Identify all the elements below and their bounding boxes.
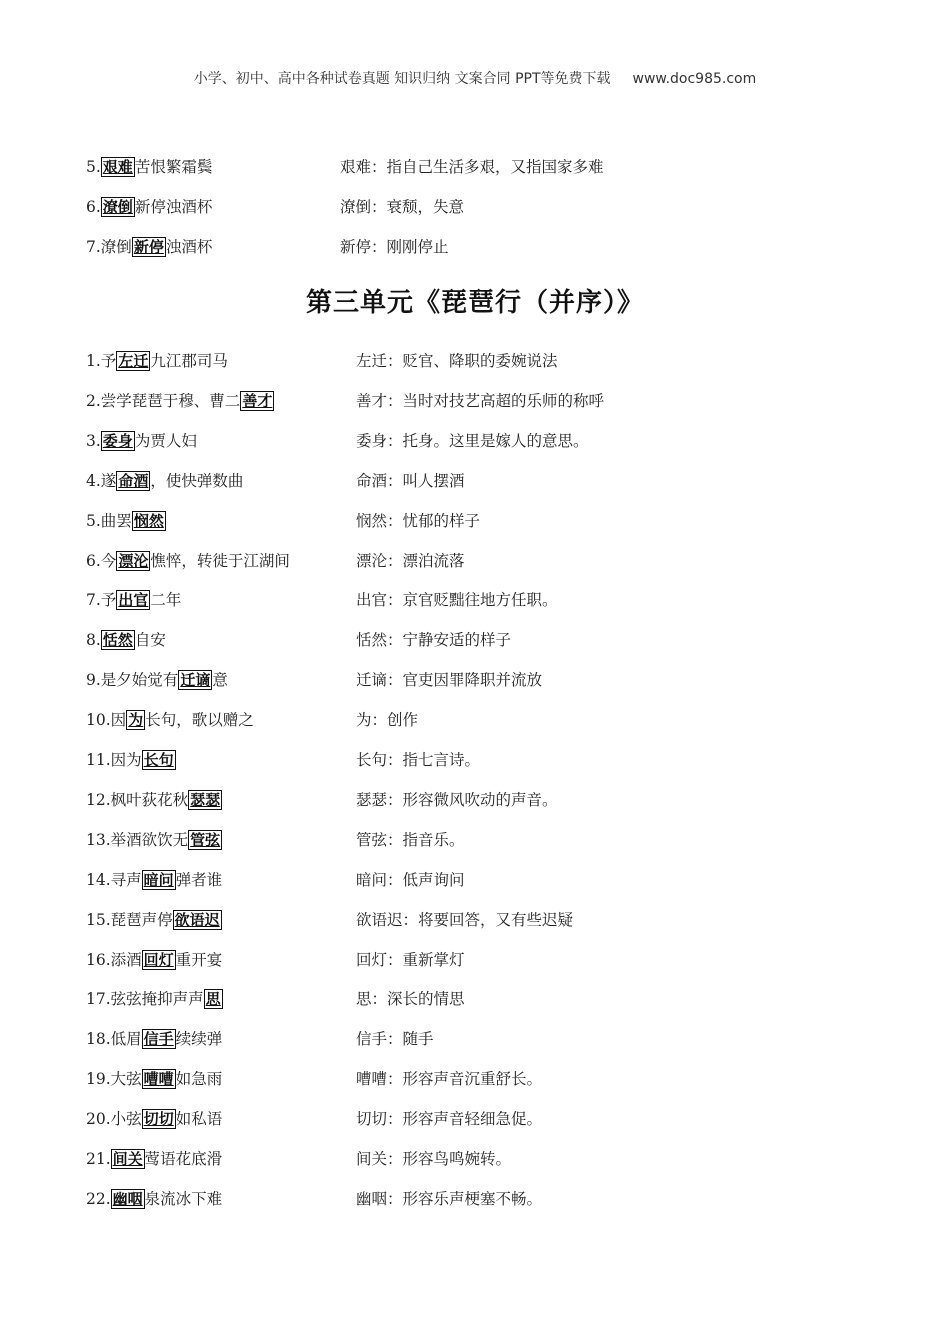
list-item [86,549,906,573]
item-number: 7. [86,591,101,610]
list-item [86,828,906,852]
item-definition: 艰难：指自己生活多艰，又指国家多难 [340,158,604,176]
list-item [86,1187,906,1211]
item-definition: 欲语迟：将要回答，又有些迟疑 [356,910,574,929]
item-pre-text: 添酒 [110,950,142,969]
item-post-text: 如私语 [175,1110,223,1129]
item-keyword: 艰难 [102,158,133,176]
item-pre-text: 大弦 [110,1070,142,1089]
item-number: 13. [86,830,111,849]
item-pre-text: 弦弦掩抑声声 [110,990,204,1009]
item-sentence [86,828,222,852]
list-item [86,868,906,892]
item-definition: 回灯：重新掌灯 [356,950,465,969]
item-keyword: 信手 [143,1030,174,1049]
item-post-text: 为贾人妇 [134,431,197,450]
item-keyword: 间关 [112,1150,143,1168]
item-number: 6. [86,198,101,216]
item-pre-text: 因 [110,711,127,730]
item-definition: 嘈嘈：形容声音沉重舒长。 [356,1070,543,1089]
list-item [86,1107,906,1131]
item-definition: 漂沦：漂泊流落 [356,551,465,570]
item-definition: 悯然：忧郁的样子 [356,511,481,530]
list-item [86,708,906,732]
item-pre-text: 潦倒 [100,238,132,256]
item-post-text: 浊酒杯 [165,238,213,256]
item-keyword: 迁谪 [180,671,211,690]
list-item [86,509,906,533]
item-sentence [86,868,222,892]
item-number: 5. [86,511,101,530]
item-definition: 为：创作 [356,711,419,730]
item-sentence [86,948,222,972]
item-definition: 长句：指七言诗。 [356,751,481,769]
page-header [0,68,950,88]
item-keyword: 瑟瑟 [190,790,221,809]
item-pre-text: 低眉 [110,1030,142,1049]
item-post-text: 莺语花底滑 [144,1150,223,1168]
item-sentence [86,908,222,932]
item-number: 6. [86,551,101,570]
item-post-text: 泉流冰下难 [144,1189,223,1208]
item-sentence [86,1187,222,1211]
item-sentence [86,195,212,219]
item-number: 17. [86,990,111,1009]
item-sentence [86,708,254,732]
list-item [86,1027,906,1051]
item-sentence [86,628,166,652]
unit-title: 第三单元《琵琶行（并序）》 [305,288,644,318]
list-item [86,788,906,812]
item-number: 1. [86,352,101,370]
item-pre-text: 予 [100,591,117,610]
item-post-text: 苦恨繁霜鬓 [134,158,213,176]
item-definition: 思：深长的情思 [356,990,465,1009]
item-number: 2. [86,391,101,410]
item-keyword: 幽咽 [112,1189,143,1208]
item-post-text: 续续弹 [175,1030,223,1049]
item-number: 20. [86,1110,111,1129]
item-keyword: 委身 [102,431,133,450]
list-item [86,349,906,373]
item-number: 18. [86,1030,111,1049]
item-post-text: 弹者谁 [175,870,223,889]
item-keyword: 长句 [143,751,174,769]
item-sentence [86,1067,222,1091]
item-post-text: 意 [212,671,228,690]
item-number: 5. [86,158,101,176]
item-keyword: 出官 [118,591,149,610]
list-item [86,908,906,932]
item-sentence [86,235,212,259]
item-pre-text: 小弦 [110,1110,142,1129]
item-keyword: 潦倒 [102,198,133,216]
list-item [86,389,906,413]
item-keyword: 命酒 [118,471,149,490]
item-pre-text: 寻声 [110,870,142,889]
item-sentence [86,549,290,573]
item-keyword: 暗问 [143,870,174,889]
item-keyword: 新停 [133,238,164,256]
item-pre-text: 曲罢 [100,511,132,530]
item-number: 22. [86,1189,111,1208]
item-post-text: 憔悴，转徙于江湖间 [150,551,290,570]
item-keyword: 嘈嘈 [143,1070,174,1089]
item-sentence [86,469,243,493]
item-post-text: 二年 [150,591,182,610]
item-definition: 委身：托身。这里是嫁人的意思。 [356,431,589,450]
item-definition: 恬然：宁静安适的样子 [356,631,512,650]
item-number: 19. [86,1070,111,1089]
item-definition: 间关：形容鸟鸣婉转。 [356,1150,512,1168]
item-definition: 出官：京官贬黜往地方任职。 [356,591,558,610]
item-post-text: 重开宴 [175,950,223,969]
header-site: www.doc985.com [632,71,757,87]
item-keyword: 恬然 [102,631,133,650]
item-keyword: 悯然 [133,511,164,530]
item-number: 7. [86,238,101,256]
item-pre-text: 予 [100,352,117,370]
item-keyword: 漂沦 [118,551,149,570]
item-definition: 切切：形容声音轻细急促。 [356,1110,543,1129]
item-number: 12. [86,790,111,809]
item-sentence [86,1027,222,1051]
item-definition: 左迁：贬官、降职的委婉说法 [356,352,558,370]
item-sentence [86,155,212,179]
item-pre-text: 举酒欲饮无 [110,830,189,849]
item-post-text: 如急雨 [175,1070,223,1089]
item-definition: 暗问：低声询问 [356,870,465,889]
item-pre-text: 因为 [110,751,142,769]
item-post-text: 自安 [134,631,166,650]
item-pre-text: 琵琶声停 [110,910,173,929]
item-definition: 管弦：指音乐。 [356,830,465,849]
item-pre-text: 枫叶荻花秋 [110,790,189,809]
list-item [86,948,906,972]
item-number: 16. [86,950,111,969]
item-sentence [86,748,176,772]
item-number: 10. [86,711,111,730]
item-keyword: 为 [128,711,144,730]
list-item [86,195,906,219]
list-item [86,1147,906,1171]
item-sentence [86,389,274,413]
item-keyword: 欲语迟 [174,910,220,929]
item-keyword: 左迁 [118,352,149,370]
list-item [86,588,906,612]
item-definition: 潦倒：衰颓，失意 [340,198,465,216]
item-pre-text: 遂 [100,471,117,490]
item-number: 14. [86,870,111,889]
item-number: 11. [86,751,111,769]
item-pre-text: 尝学琵琶于穆、曹二 [100,391,241,410]
item-sentence [86,1147,222,1171]
item-sentence [86,1107,222,1131]
item-post-text: 长句，歌以赠之 [145,711,254,730]
item-sentence [86,788,222,812]
list-item [86,987,906,1011]
item-sentence [86,349,228,373]
list-item [86,628,906,652]
item-sentence [86,987,223,1011]
item-keyword: 回灯 [143,950,174,969]
item-post-text: ，使快弹数曲 [150,471,244,490]
header-text: 小学、初中、高中各种试卷真题 知识归纳 文案合同 PPT等免费下载 [193,71,611,87]
item-sentence [86,429,197,453]
item-pre-text: 是夕始觉有 [100,671,179,690]
item-post-text: 新停浊酒杯 [134,198,213,216]
list-item [86,429,906,453]
item-definition: 迁谪：官吏因罪降职并流放 [356,671,543,690]
list-item [86,469,906,493]
item-number: 4. [86,471,101,490]
item-keyword: 思 [205,990,221,1009]
item-number: 21. [86,1150,111,1168]
item-sentence [86,668,228,692]
item-number: 8. [86,631,101,650]
item-definition: 新停：刚刚停止 [340,238,449,256]
list-item [86,235,906,259]
list-item [86,155,906,179]
item-keyword: 切切 [143,1110,174,1129]
item-definition: 善才：当时对技艺高超的乐师的称呼 [356,391,605,410]
item-number: 3. [86,431,101,450]
item-definition: 瑟瑟：形容微风吹动的声音。 [356,790,558,809]
list-item [86,1067,906,1091]
list-item [86,748,906,772]
item-sentence [86,588,181,612]
item-number: 9. [86,671,101,690]
item-definition: 幽咽：形容乐声梗塞不畅。 [356,1189,543,1208]
item-keyword: 管弦 [190,830,221,849]
item-post-text: 九江郡司马 [150,352,228,370]
item-pre-text: 今 [100,551,117,570]
item-number: 15. [86,910,111,929]
item-keyword: 善才 [242,391,273,410]
item-sentence [86,509,166,533]
list-item [86,668,906,692]
item-definition: 命酒：叫人摆酒 [356,471,465,490]
item-definition: 信手：随手 [356,1030,434,1049]
